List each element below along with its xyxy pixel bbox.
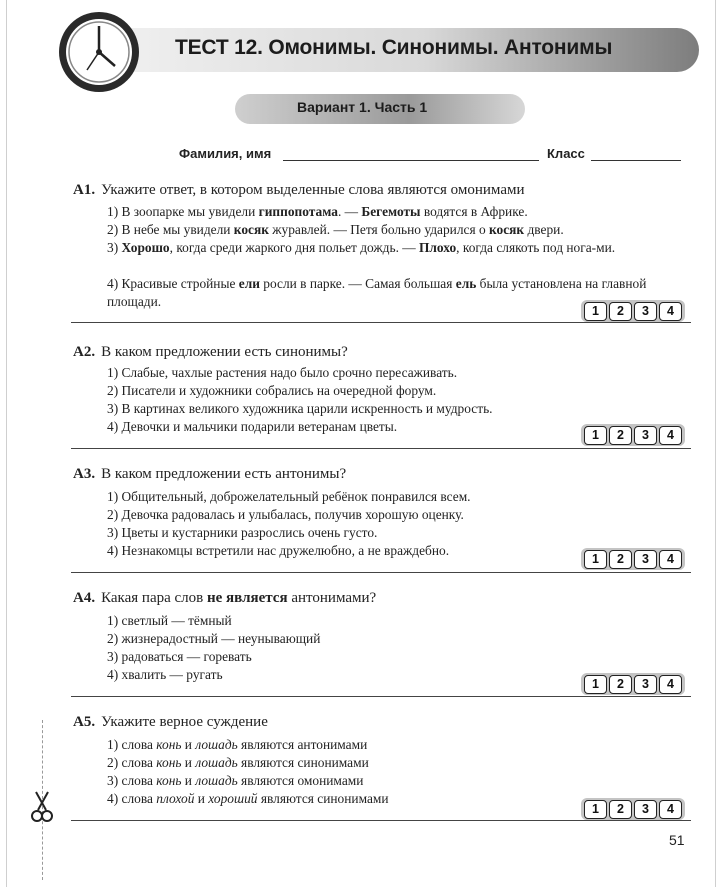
highlighted-word: конь <box>156 773 182 788</box>
option-text: 2) слова <box>107 755 157 770</box>
option-text: 1) Общительный, доброжелательный ребёнок понравился всем. <box>107 489 471 504</box>
answer-option <box>107 648 697 666</box>
option-text: являются синонимами <box>237 755 369 770</box>
answer-option <box>107 736 697 754</box>
question-divider <box>71 572 691 573</box>
test-title: ТЕСТ 12. Омонимы. Синонимы. Антонимы <box>175 36 613 59</box>
question-number: А4. <box>73 590 96 606</box>
question-divider <box>71 696 691 697</box>
answer-box-4[interactable]: 4 <box>659 675 682 694</box>
option-text: росли в парке. — Самая большая <box>259 276 456 291</box>
highlighted-word: конь <box>156 737 182 752</box>
option-text: 3) радоваться — горевать <box>107 649 252 664</box>
question-number: А5. <box>73 714 96 730</box>
answer-box-2[interactable]: 2 <box>609 302 632 321</box>
question-number: А1. <box>73 182 96 198</box>
option-text: и <box>181 737 196 752</box>
answer-box-4[interactable]: 4 <box>659 426 682 445</box>
option-text: 4) хвалить — ругать <box>107 667 223 682</box>
answer-box-3[interactable]: 3 <box>634 302 657 321</box>
answer-option <box>107 612 697 630</box>
question-heading <box>73 590 376 607</box>
option-text: 1) Слабые, чахлые растения надо было срочно пересаживать. <box>107 365 458 380</box>
answer-box-3[interactable]: 3 <box>634 675 657 694</box>
answer-option <box>107 524 697 542</box>
answer-option <box>107 630 697 648</box>
question-divider <box>71 448 691 449</box>
option-text: 2) жизнерадостный — неунывающий <box>107 631 321 646</box>
highlighted-word: косяк <box>233 222 269 237</box>
highlighted-word: плохой <box>156 791 195 806</box>
highlighted-word: хороший <box>208 791 258 806</box>
answer-option <box>107 382 697 400</box>
class-field[interactable] <box>591 160 681 161</box>
answer-option <box>107 754 697 772</box>
answer-box-4[interactable]: 4 <box>659 302 682 321</box>
answer-box-1[interactable]: 1 <box>584 675 607 694</box>
answer-boxes <box>581 798 685 820</box>
answer-box-1[interactable]: 1 <box>584 800 607 819</box>
question-heading <box>73 466 346 483</box>
class-label: Класс <box>547 146 585 161</box>
highlighted-word: ели <box>238 276 260 291</box>
answer-box-4[interactable]: 4 <box>659 800 682 819</box>
highlighted-word: косяк <box>489 222 525 237</box>
question-text-part: не является <box>207 590 288 606</box>
highlighted-word: гиппопотама <box>258 204 338 219</box>
answer-option <box>107 506 697 524</box>
answer-option <box>107 239 697 257</box>
question-divider <box>71 322 691 323</box>
answer-boxes <box>581 548 685 570</box>
option-text: 4) Девочки и мальчики подарили ветеранам цветы. <box>107 419 398 434</box>
option-text: была установлена на главной площади. <box>107 276 647 309</box>
highlighted-word: конь <box>156 755 182 770</box>
option-text: . — <box>337 204 362 219</box>
clock-icon <box>57 10 141 94</box>
answer-box-2[interactable]: 2 <box>609 675 632 694</box>
name-label: Фамилия, имя <box>179 146 272 161</box>
option-text: , когда среди жаркого дня польет дождь. — <box>169 240 419 255</box>
option-text: 4) Красивые стройные <box>107 276 239 291</box>
highlighted-word: Хорошо <box>121 240 170 255</box>
highlighted-word: Плохо <box>419 240 457 255</box>
question-number: А3. <box>73 466 96 482</box>
option-text: и <box>194 791 209 806</box>
option-text: 1) В зоопарке мы увидели <box>107 204 259 219</box>
answer-box-4[interactable]: 4 <box>659 550 682 569</box>
option-text: и <box>181 773 196 788</box>
question-text: Укажите ответ, в котором выделенные слова являются омонимами <box>101 182 525 198</box>
question-heading <box>73 344 348 361</box>
option-text: 2) В небе мы увидели <box>107 222 234 237</box>
question-text-part: антонимами? <box>287 590 377 606</box>
question-text: Укажите верное суждение <box>101 714 268 730</box>
answer-option <box>107 488 697 506</box>
option-text: 3) Цветы и кустарники разрослись очень густо. <box>107 525 378 540</box>
highlighted-word: лошадь <box>195 737 238 752</box>
option-text: и <box>181 755 196 770</box>
option-text: 2) Писатели и художники собрались на очередной форум. <box>107 383 437 398</box>
question-text: В каком предложении есть синонимы? <box>101 344 348 360</box>
answer-box-2[interactable]: 2 <box>609 550 632 569</box>
answer-option <box>107 364 697 382</box>
answer-boxes <box>581 673 685 695</box>
option-text: журавлей. — Петя больно ударился о <box>268 222 489 237</box>
option-text: 1) светлый — тёмный <box>107 613 232 628</box>
variant-label: Вариант 1. Часть 1 <box>297 99 428 115</box>
worksheet-page <box>6 0 716 887</box>
option-text: 3) <box>107 240 122 255</box>
highlighted-word: лошадь <box>195 773 238 788</box>
option-text: двери. <box>524 222 564 237</box>
answer-box-2[interactable]: 2 <box>609 426 632 445</box>
answer-box-3[interactable]: 3 <box>634 426 657 445</box>
answer-option <box>107 400 697 418</box>
option-text: являются синонимами <box>257 791 389 806</box>
option-text: 4) слова <box>107 791 157 806</box>
question-text-part: Какая пара слов <box>101 590 207 606</box>
question-number: А2. <box>73 344 96 360</box>
option-text: 3) В картинах великого художника царили искренность и мудрость. <box>107 401 493 416</box>
question-text: В каком предложении есть антонимы? <box>101 466 347 482</box>
highlighted-word: лошадь <box>195 755 238 770</box>
option-text: 4) Незнакомцы встретили нас дружелюбно, а не враждебно. <box>107 543 450 558</box>
answer-box-2[interactable]: 2 <box>609 800 632 819</box>
scissors-icon <box>31 790 53 824</box>
answer-option <box>107 772 697 790</box>
option-text: 3) слова <box>107 773 157 788</box>
option-text: 1) слова <box>107 737 157 752</box>
highlighted-word: Бегемоты <box>361 204 421 219</box>
page-number: 51 <box>669 832 685 848</box>
question-heading <box>73 714 268 731</box>
question-heading <box>73 182 525 199</box>
answer-box-3[interactable]: 3 <box>634 800 657 819</box>
answer-option <box>107 203 697 221</box>
name-field[interactable] <box>283 160 539 161</box>
option-text: 2) Девочка радовалась и улыбалась, получив хорошую оценку. <box>107 507 464 522</box>
answer-boxes <box>581 300 685 322</box>
answer-box-3[interactable]: 3 <box>634 550 657 569</box>
highlighted-word: ель <box>455 276 477 291</box>
answer-box-1[interactable]: 1 <box>584 426 607 445</box>
option-text: водятся в Африке. <box>420 204 528 219</box>
question-divider <box>71 820 691 821</box>
option-text: являются омонимами <box>237 773 364 788</box>
option-text: , когда слякоть под нога-ми. <box>456 240 616 255</box>
answer-boxes <box>581 424 685 446</box>
option-text: являются антонимами <box>237 737 368 752</box>
answer-box-1[interactable]: 1 <box>584 550 607 569</box>
answer-box-1[interactable]: 1 <box>584 302 607 321</box>
answer-option <box>107 221 697 239</box>
